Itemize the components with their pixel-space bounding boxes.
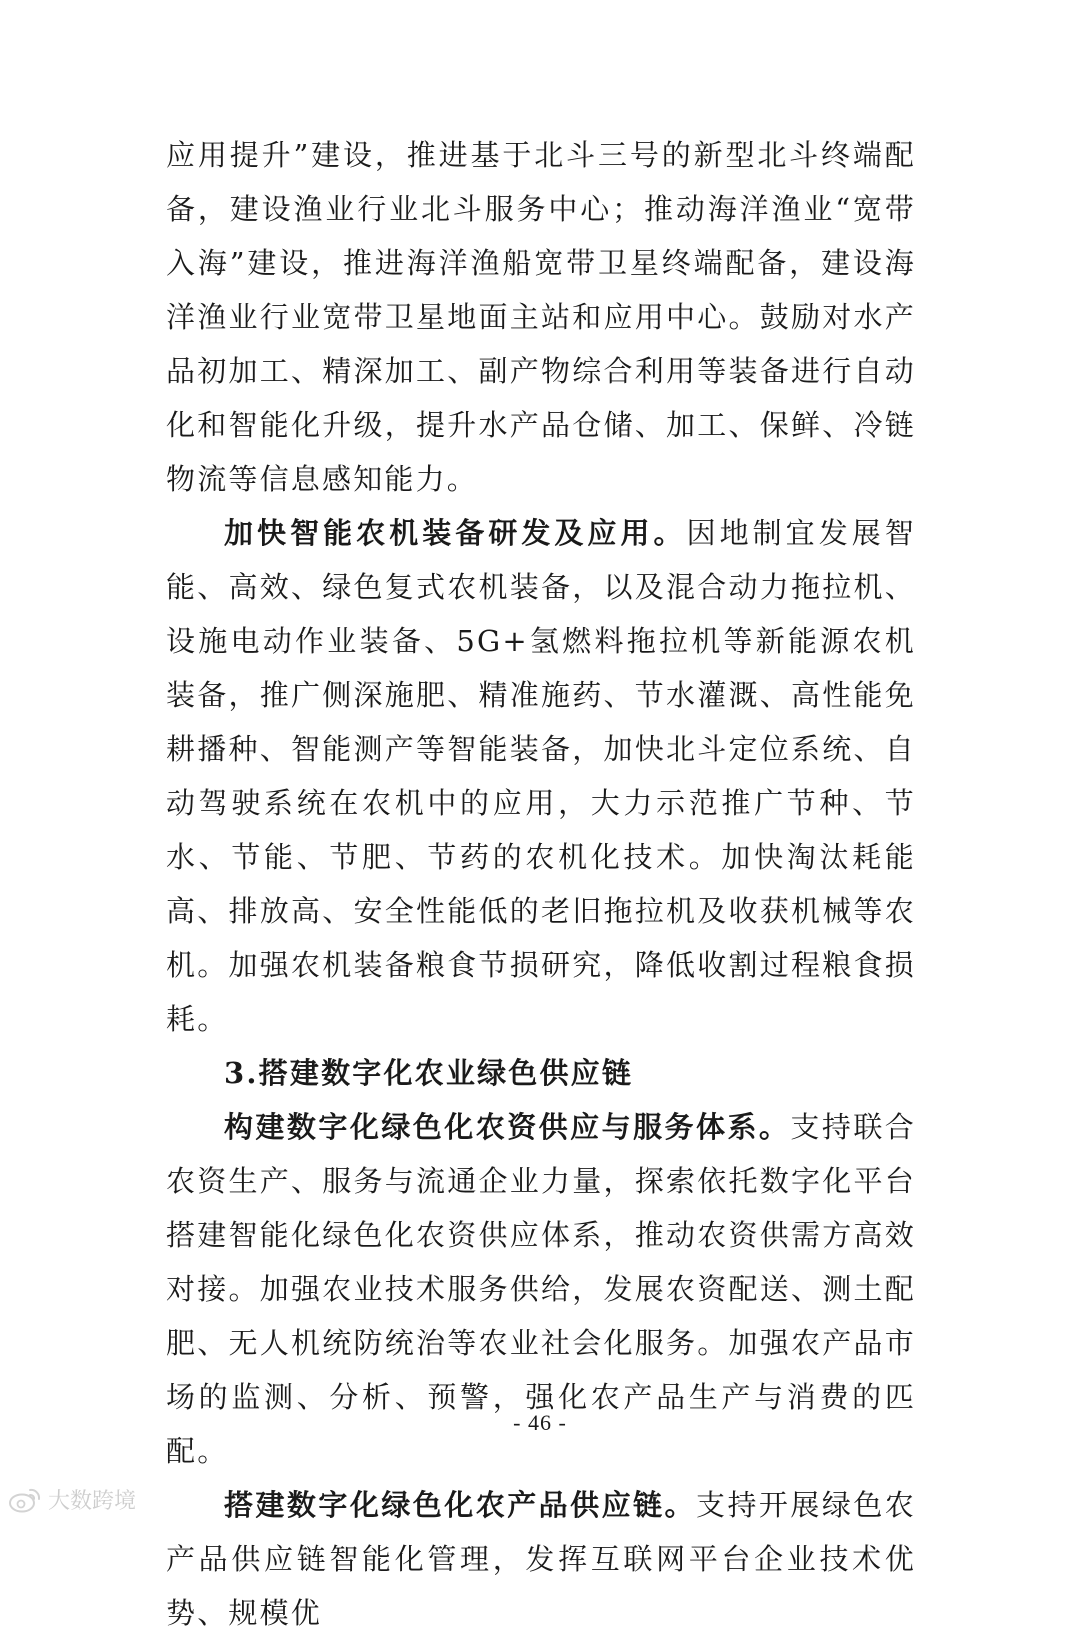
watermark-text: 大数跨境	[48, 1489, 137, 1514]
paragraph-product-supply-chain	[166, 1478, 916, 1640]
paragraph-text: 支持开展绿色农产品供应链智能化管理，发挥互联网平台企业技术优势、规模优	[166, 1488, 916, 1630]
paragraph-continuation	[166, 128, 916, 506]
paragraph-smart-machinery	[166, 506, 916, 1046]
paragraph-text: 支持联合农资生产、服务与流通企业力量，探索依托数字化平台搭建智能化绿色化农资供应体系，推动农资供需方高效对接。加强农业技术服务供给，发展农资配送、测土配肥、无人机统防统治等农业社会化服务。加强农产品市场的监测、分析、预警，强化农产品生产与消费的匹配。	[166, 1110, 916, 1468]
weibo-logo-icon	[8, 1486, 42, 1514]
paragraph-lead: 构建数字化绿色化农资供应与服务体系。	[224, 1110, 791, 1144]
paragraph-text: 因地制宜发展智能、高效、绿色复式农机装备，以及混合动力拖拉机、设施电动作业装备、5G+氢燃料拖拉机等新能源农机装备，推广侧深施肥、精准施药、节水灌溉、高性能免耕播种、智能测产等智能装备，加快北斗定位系统、自动驾驶系统在农机中的应用，大力示范推广节种、节水、节能、节肥、节药的农机化技术。加快淘汰耗能高、排放高、安全性能低的老旧拖拉机及收获机械等农机。加强农机装备粮食节损研究，降低收割过程粮食损耗。	[166, 516, 916, 1036]
paragraph-text: 应用提升”建设，推进基于北斗三号的新型北斗终端配备，建设渔业行业北斗服务中心；推动海洋渔业“宽带入海”建设，推进海洋渔船宽带卫星终端配备，建设海洋渔业行业宽带卫星地面主站和应用中心。鼓励对水产品初加工、精深加工、副产物综合利用等装备进行自动化和智能化升级，提升水产品仓储、加工、保鲜、冷链物流等信息感知能力。	[166, 138, 916, 496]
paragraph-lead: 搭建数字化绿色化农产品供应链。	[224, 1488, 696, 1522]
section-heading-text: 3.搭建数字化农业绿色供应链	[224, 1056, 634, 1090]
watermark	[8, 1484, 136, 1515]
page-number: - 46 -	[513, 1410, 567, 1435]
paragraph-lead: 加快智能农机装备研发及应用。	[224, 516, 687, 550]
section-heading	[166, 1046, 916, 1100]
